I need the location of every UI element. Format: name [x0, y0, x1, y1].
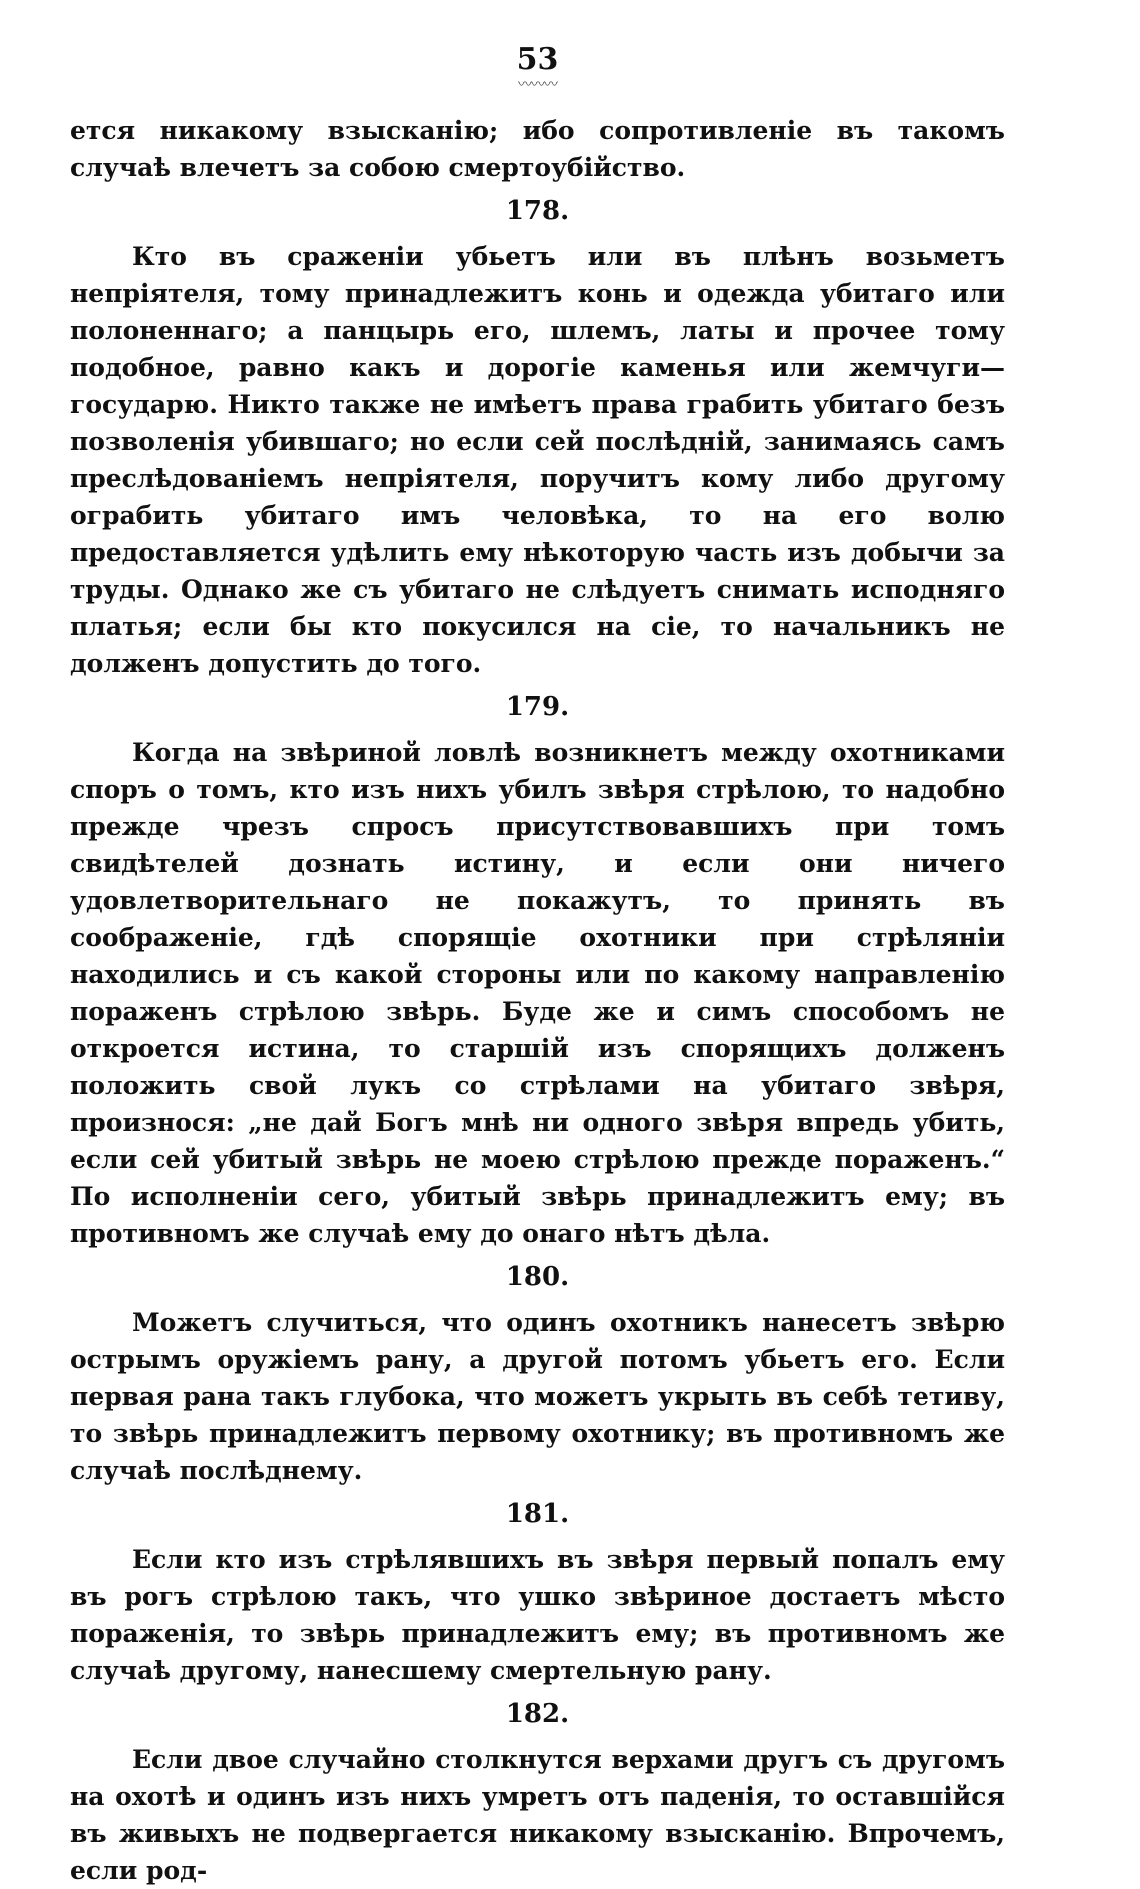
intro-paragraph: ется никакому взысканію; ибо сопротивленіе въ такомъ случаѣ влечетъ за собою смертоубійство. [70, 116, 1005, 182]
section-text-181: Если кто изъ стрѣлявшихъ въ звѣря первый попалъ ему въ рогъ стрѣлою такъ, что ушко звѣриное достаетъ мѣсто пораженія, то звѣрь принадлежитъ ему; въ противномъ же случаѣ другому, нанесшему смертельную рану. [70, 1545, 1005, 1685]
page-number-ornament: 〰〰〰 [518, 77, 557, 93]
section-text-182: Если двое случайно столкнутся верхами другъ съ другомъ на охотѣ и одинъ изъ нихъ умретъ отъ паденія, то оставшійся въ живыхъ не подвергается никакому взысканію. Впрочемъ, если род- [70, 1745, 1005, 1885]
section-number-182: 182. [505, 1699, 570, 1729]
section-number-181: 181. [505, 1499, 570, 1529]
book-page [70, 40, 1005, 1885]
section-text-178: Кто въ сраженіи убьетъ или въ плѣнъ возьметъ непріятеля, тому принадлежитъ конь и одежда убитаго или полоненнаго; а панцырь его, шлемъ, латы и прочее тому подобное, равно какъ и дорогіе каменья или жемчуги—государю. Никто также не имѣетъ права грабить убитаго безъ позволенія убившаго; но если сей послѣдній, занимаясь самъ преслѣдованіемъ непріятеля, поручитъ кому либо другому ограбить убитаго имъ человѣка, то на его волю предоставляется удѣлить ему нѣкоторую часть изъ добычи за труды. Однако же съ убитаго не слѣдуетъ снимать исподняго платья; если бы кто покусился на сіе, то начальникъ не долженъ допустить до того. [70, 242, 1005, 678]
section-number-180: 180. [505, 1262, 570, 1292]
page-number: 53 [516, 42, 559, 77]
section-text-179: Когда на звѣриной ловлѣ возникнетъ между охотниками споръ о томъ, кто изъ нихъ убилъ звѣря стрѣлою, то надобно прежде чрезъ спросъ присутствовавшихъ при томъ свидѣтелей дознать истину, и если они ничего удовлетворительнаго не покажутъ, то принять въ соображеніе, гдѣ спорящіе охотники при стрѣляніи находились и съ какой стороны или по какому направленію пораженъ стрѣлою звѣрь. Буде же и симъ способомъ не откроется истина, то старшій изъ спорящихъ долженъ положить свой лукъ со стрѣлами на убитаго звѣря, произнося: „не дай Богъ мнѣ ни одного звѣря впредь убить, если сей убитый звѣрь не моею стрѣлою прежде пораженъ.“ По исполненіи сего, убитый звѣрь принадлежитъ ему; въ противномъ же случаѣ ему до онаго нѣтъ дѣла. [70, 738, 1005, 1248]
section-number-178: 178. [505, 196, 570, 226]
section-number-179: 179. [505, 692, 570, 722]
section-text-180: Можетъ случиться, что одинъ охотникъ нанесетъ звѣрю острымъ оружіемъ рану, а другой потомъ убьетъ его. Если первая рана такъ глубока, что можетъ укрыть въ себѣ тетиву, то звѣрь принадлежитъ первому охотнику; въ противномъ же случаѣ послѣднему. [70, 1308, 1005, 1485]
